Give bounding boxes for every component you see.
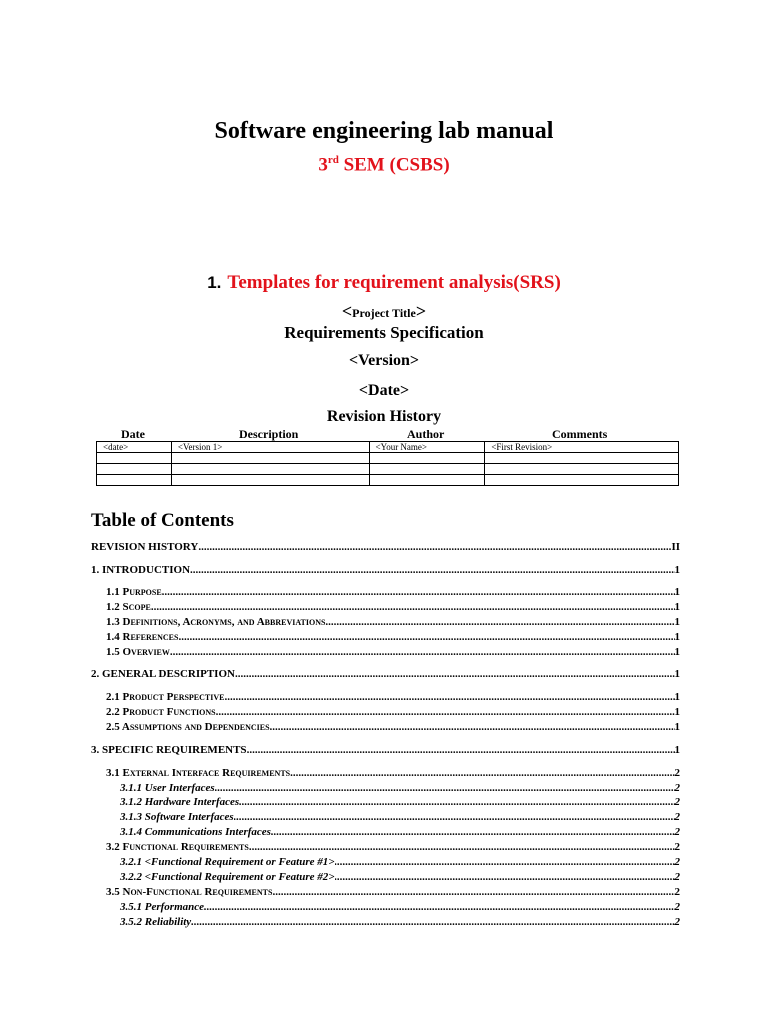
toc-entry-introduction[interactable] <box>91 564 680 577</box>
toc-entry-page: 1 <box>674 586 680 598</box>
toc-leader-dots <box>239 796 674 809</box>
toc-title: Table of Contents <box>91 510 234 531</box>
toc-entry-feature-2[interactable] <box>120 871 680 884</box>
toc-entry-software-interfaces[interactable] <box>120 811 680 824</box>
table-row <box>97 442 679 453</box>
toc-entry-page: 2 <box>674 767 680 779</box>
table-cell <box>97 475 172 486</box>
toc-entry-label: 1.1 Purpose <box>106 586 162 598</box>
document-subtitle <box>0 154 768 176</box>
table-cell <box>171 464 369 475</box>
toc-entry-label: 2.5 Assumptions and Dependencies <box>106 721 270 733</box>
toc-entry-revision-history[interactable] <box>91 541 680 554</box>
toc-entry-assumptions[interactable] <box>106 721 680 734</box>
toc-leader-dots <box>216 706 675 719</box>
toc-entry-page: 2 <box>674 856 680 868</box>
toc-entry-purpose[interactable] <box>106 586 680 599</box>
toc-entry-label: 2.2 Product Functions <box>106 706 216 718</box>
toc-entry-references[interactable] <box>106 631 680 644</box>
toc-entry-label: 2. GENERAL DESCRIPTION <box>91 668 235 680</box>
table-row <box>97 475 679 486</box>
toc-entry-definitions[interactable] <box>106 616 680 629</box>
toc-entry-page: 2 <box>674 826 680 838</box>
project-title-placeholder <box>0 301 768 322</box>
header-date: Date <box>121 427 145 441</box>
version-placeholder: <Version> <box>348 352 420 369</box>
toc-entry-label: 3.1 External Interface Requirements <box>106 767 291 779</box>
toc-leader-dots <box>170 646 675 659</box>
toc-leader-dots <box>249 841 675 854</box>
section-title: Templates for requirement analysis(SRS) <box>227 272 561 293</box>
toc-entry-label: 3.2 Functional Requirements <box>106 841 249 853</box>
toc-entry-specific-requirements[interactable] <box>91 744 680 757</box>
toc-entry-page: 1 <box>674 668 680 680</box>
toc-entry-label: 3. SPECIFIC REQUIREMENTS <box>91 744 247 756</box>
toc-entry-page: 1 <box>674 564 680 576</box>
table-cell: <date> <box>97 442 172 453</box>
toc-entry-page: 2 <box>674 886 680 898</box>
toc-entry-page: 1 <box>674 706 680 718</box>
toc-leader-dots <box>335 856 675 869</box>
toc-entry-page: 1 <box>674 631 680 643</box>
table-cell <box>97 464 172 475</box>
toc-entry-label: 3.1.3 Software Interfaces <box>120 811 234 823</box>
table-cell: <Version 1> <box>171 442 369 453</box>
table-cell <box>171 453 369 464</box>
toc-leader-dots <box>224 691 674 704</box>
toc-entry-label: 3.2.1 <Functional Requirement or Feature #1> <box>120 856 335 868</box>
section-number: 1. <box>207 273 222 292</box>
toc-entry-user-interfaces[interactable] <box>120 782 680 795</box>
toc-entry-label: 3.5.2 Reliability <box>120 916 192 928</box>
toc-entry-overview[interactable] <box>106 646 680 659</box>
toc-leader-dots <box>191 916 674 929</box>
project-close-bracket: > <box>415 301 427 321</box>
toc-entry-label: 1. INTRODUCTION <box>91 564 191 576</box>
date-placeholder: <Date> <box>358 382 410 399</box>
table-cell <box>369 453 485 464</box>
toc-leader-dots <box>190 564 674 577</box>
toc-leader-dots <box>235 668 675 681</box>
toc-entry-page: 1 <box>674 616 680 628</box>
toc-entry-label: 3.1.1 User Interfaces <box>120 782 215 794</box>
toc-entry-label: 1.4 References <box>106 631 179 643</box>
toc-leader-dots <box>247 744 675 757</box>
table-cell <box>171 475 369 486</box>
toc-entry-label: 3.2.2 <Functional Requirement or Feature #2> <box>120 871 335 883</box>
revision-history-table <box>96 441 679 486</box>
subtitle-ordinal: rd <box>327 154 339 166</box>
toc-entry-scope[interactable] <box>106 601 680 614</box>
toc-entry-general-description[interactable] <box>91 668 680 681</box>
toc-entry-feature-1[interactable] <box>120 856 680 869</box>
toc-entry-label: 3.1.4 Communications Interfaces <box>120 826 271 838</box>
table-cell <box>485 464 679 475</box>
subtitle-number: 3 <box>318 154 328 176</box>
toc-entry-page: 2 <box>674 841 680 853</box>
toc-entry-product-perspective[interactable] <box>106 691 680 704</box>
toc-leader-dots <box>162 586 675 599</box>
toc-leader-dots <box>234 811 675 824</box>
toc-entry-page: II <box>671 541 680 553</box>
toc-entry-page: 1 <box>674 601 680 613</box>
toc-entry-label: 3.5 Non-Functional Requirements <box>106 886 273 898</box>
toc-entry-non-functional[interactable] <box>106 886 680 899</box>
toc-entry-communications-interfaces[interactable] <box>120 826 680 839</box>
table-row <box>97 453 679 464</box>
table-cell: <First Revision> <box>485 442 679 453</box>
toc-entry-page: 1 <box>674 744 680 756</box>
toc-entry-page: 1 <box>674 721 680 733</box>
toc-entry-page: 1 <box>674 691 680 703</box>
table-cell <box>369 464 485 475</box>
toc-entry-page: 2 <box>674 782 680 794</box>
table-cell: <Your Name> <box>369 442 485 453</box>
toc-entry-product-functions[interactable] <box>106 706 680 719</box>
toc-leader-dots <box>290 767 674 780</box>
header-description: Description <box>239 427 299 441</box>
toc-entry-label: 2.1 Product Perspective <box>106 691 225 703</box>
toc-leader-dots <box>335 871 675 884</box>
toc-leader-dots <box>325 616 674 629</box>
toc-entry-label: 1.5 Overview <box>106 646 170 658</box>
toc-leader-dots <box>204 901 674 914</box>
toc-leader-dots <box>271 826 675 839</box>
toc-leader-dots <box>178 631 674 644</box>
toc-entry-label: 1.2 Scope <box>106 601 151 613</box>
table-cell <box>369 475 485 486</box>
toc-entry-label: 1.3 Definitions, Acronyms, and Abbreviations <box>106 616 326 628</box>
revision-table-headers <box>0 427 768 441</box>
section-heading <box>0 272 768 294</box>
header-author: Author <box>407 427 445 441</box>
toc-entry-performance[interactable] <box>120 901 680 914</box>
toc-entry-hardware-interfaces[interactable] <box>120 796 680 809</box>
revision-history-heading: Revision History <box>326 408 442 425</box>
toc-entry-page: 2 <box>674 871 680 883</box>
table-cell <box>97 453 172 464</box>
toc-entry-reliability[interactable] <box>120 916 680 929</box>
subtitle-text: SEM (CSBS) <box>338 154 450 176</box>
project-title-text: Project Title <box>352 306 416 320</box>
project-open-bracket: < <box>341 301 353 321</box>
toc-leader-dots <box>198 541 671 554</box>
document-title: Software engineering lab manual <box>214 118 554 144</box>
toc-leader-dots <box>215 782 675 795</box>
toc-entry-functional-requirements[interactable] <box>106 841 680 854</box>
toc-leader-dots <box>272 886 674 899</box>
toc-entry-label: 3.1.2 Hardware Interfaces <box>120 796 240 808</box>
toc-leader-dots <box>151 601 675 614</box>
toc-entry-external-interface[interactable] <box>106 767 680 780</box>
toc-entry-page: 2 <box>674 916 680 928</box>
toc-entry-page: 1 <box>674 646 680 658</box>
toc-entry-label: 3.5.1 Performance <box>120 901 205 913</box>
table-cell <box>485 475 679 486</box>
toc-entry-page: 2 <box>674 796 680 808</box>
table-cell <box>485 453 679 464</box>
toc-entry-label: REVISION HISTORY <box>91 541 199 553</box>
toc-entry-page: 2 <box>674 811 680 823</box>
toc-leader-dots <box>270 721 675 734</box>
table-row <box>97 464 679 475</box>
toc-entry-page: 2 <box>674 901 680 913</box>
requirements-spec-heading: Requirements Specification <box>284 323 484 342</box>
header-comments: Comments <box>552 427 608 441</box>
